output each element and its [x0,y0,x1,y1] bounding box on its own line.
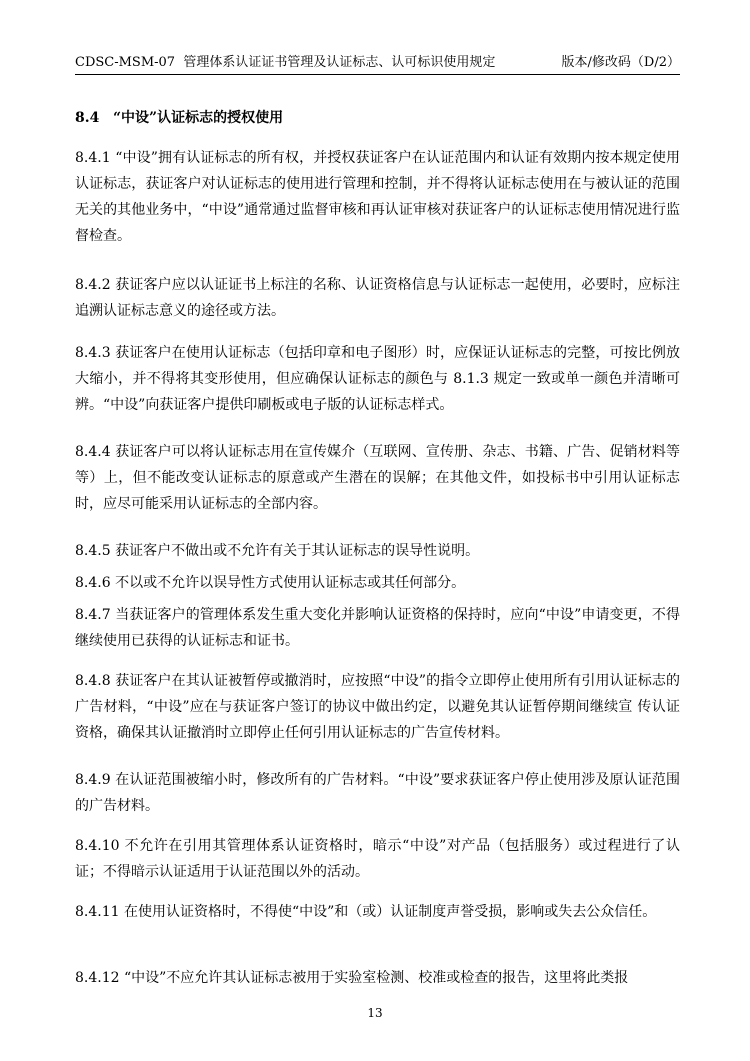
clause-text: 获证客户在其认证被暂停或撤消时，应按照“中设”的指令立即停止使用所有引用认证标志的广告材料，“中设”应在与获证客户签订的协议中做出约定，以避免其认证暂停期间继续宣 传认证资格，确保其认证撤消时立即停止任何引用认证标志的广告宣传材料。 [75,673,681,741]
clause-text: 获证客户应以认证证书上标注的名称、认证资格信息与认证标志一起使用，必要时，应标注追溯认证标志意义的途径或方法。 [75,277,680,319]
header-left [75,54,495,72]
clause-text: “中设”拥有认证标志的所有权，并授权获证客户在认证范围内和认证有效期内按本规定使用认证标志，获证客户对认证标志的使用进行管理和控制，并不得将认证标志使用在与被认证的范围无关的其他业务中，“中设”通常通过监督审核和再认证审核对获证客户的认证标志使用情况进行监督检查。 [75,150,681,244]
clause-8-4-10 [75,833,680,885]
clause-number: 8.4.7 [75,607,111,623]
clause-8-4-5 [75,538,680,564]
clause-8-4-8 [75,668,680,746]
clause-number: 8.4.12 [75,970,120,986]
clause-8-4-3 [75,340,680,418]
clause-text: 获证客户可以将认证标志用在宣传媒介（互联网、宣传册、杂志、书籍、广告、促销材料等等）上，但不能改变认证标志的原意或产生潜在的误解；在其他文件，如投标书中引用认证标志时，应尽可能采用认证标志的全部内容。 [75,444,680,512]
section-number: 8.4 [75,110,100,126]
clause-number: 8.4.11 [75,904,120,920]
clause-text: 获证客户在使用认证标志（包括印章和电子图形）时，应保证认证标志的完整，可按比例放大缩小，并不得将其变形使用，但应确保认证标志的颜色与 8.1.3 规定一致或单一颜色并清晰可辨。“中设”向获证客户提供印刷板或电子版的认证标志样式。 [75,345,680,413]
section-heading [75,107,283,127]
clause-text: 在认证范围被缩小时，修改所有的广告材料。“中设”要求获证客户停止使用涉及原认证范围的广告材料。 [75,772,681,814]
clause-number: 8.4.4 [75,444,111,460]
clause-8-4-6 [75,570,680,596]
clause-number: 8.4.6 [75,575,111,591]
clause-8-4-12 [75,965,680,991]
clause-text: 在使用认证资格时，不得使“中设”和（或）认证制度声誉受损，影响或失去公众信任。 [123,904,657,920]
clause-8-4-1 [75,145,680,249]
clause-number: 8.4.8 [75,673,111,689]
page-number: 13 [367,1006,383,1020]
clause-text: “中设”不应允许其认证标志被用于实验室检测、校准或检查的报告，这里将此类报 [123,970,629,986]
clause-text: 不允许在引用其管理体系认证资格时，暗示“中设”对产品（包括服务）或过程进行了认证；不得暗示认证适用于认证范围以外的活动。 [75,838,681,880]
clause-8-4-7 [75,602,680,654]
clause-number: 8.4.3 [75,345,111,361]
clause-number: 8.4.5 [75,543,111,559]
clause-8-4-11 [75,899,680,925]
doc-title: 管理体系认证证书管理及认证标志、认可标识使用规定 [183,55,496,70]
clause-text: 不以或不允许以误导性方式使用认证标志或其任何部分。 [115,575,466,591]
clause-number: 8.4.2 [75,277,111,293]
clause-text: 当获证客户的管理体系发生重大变化并影响认证资格的保持时，应向“中设”申请变更，不得继续使用已获得的认证标志和证书。 [75,607,681,649]
clause-number: 8.4.1 [75,150,111,166]
doc-code: CDSC-MSM-07 [75,55,176,70]
clause-8-4-4 [75,439,680,517]
doc-version: 版本/修改码（D/2） [561,55,680,70]
clause-8-4-2 [75,272,680,324]
section-title: “中设”认证标志的授权使用 [113,110,284,126]
clause-number: 8.4.10 [75,838,120,854]
clause-number: 8.4.9 [75,772,111,788]
clause-8-4-9 [75,767,680,819]
clause-text: 获证客户不做出或不允许有关于其认证标志的误导性说明。 [115,543,480,559]
page-header [75,52,680,75]
